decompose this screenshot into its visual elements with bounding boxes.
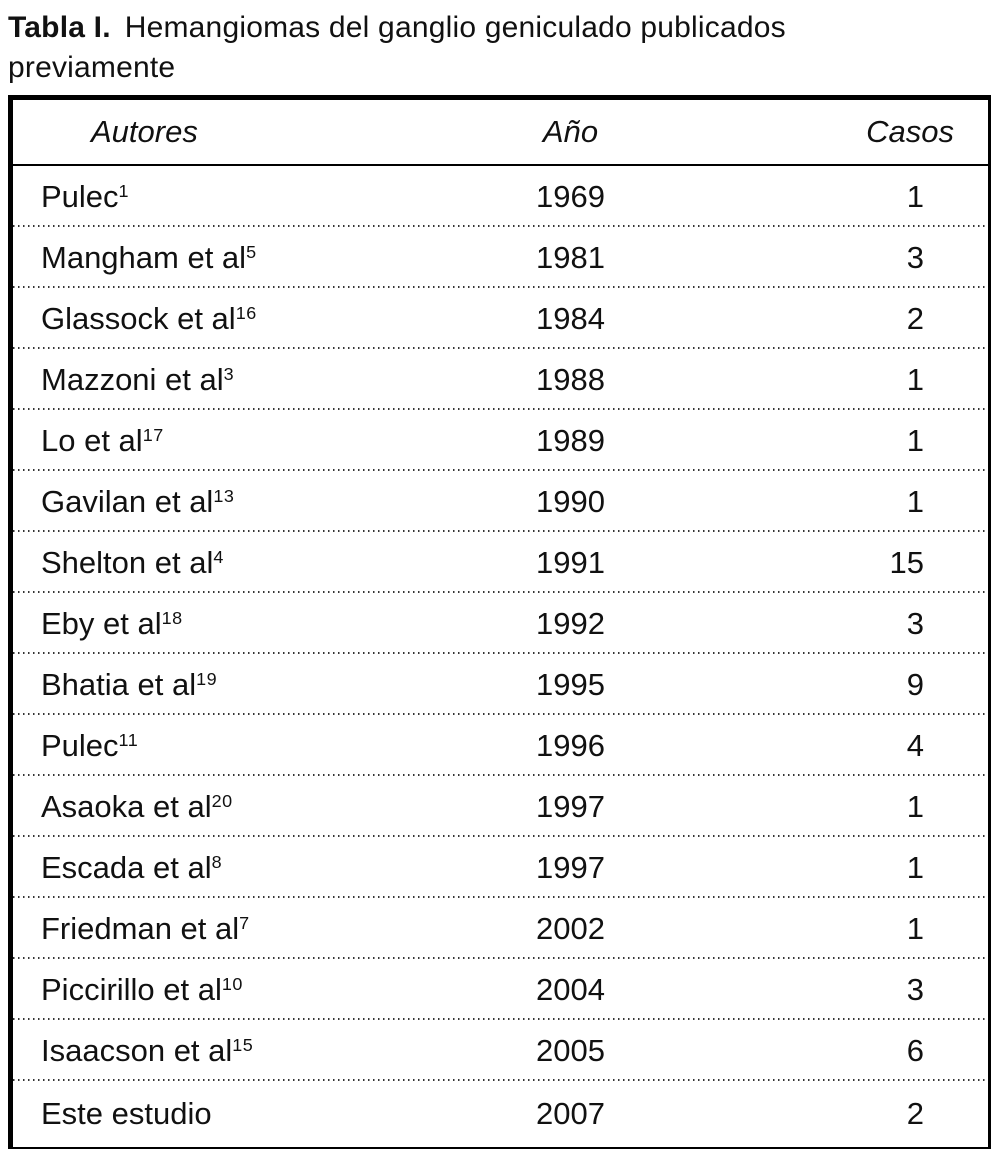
table-row xyxy=(13,1081,988,1147)
table-row xyxy=(13,1020,988,1081)
author-name: Asaoka et al xyxy=(41,788,212,824)
reference-superscript: 20 xyxy=(211,790,233,811)
cell-autores xyxy=(13,959,463,1020)
reference-superscript: 15 xyxy=(232,1034,254,1055)
table-caption-label: Tabla I. xyxy=(8,11,111,44)
cell-casos: 3 xyxy=(678,959,988,1020)
cell-casos: 2 xyxy=(906,1096,924,1131)
table-header xyxy=(13,100,988,165)
table-row xyxy=(13,837,988,898)
cell-casos: 3 xyxy=(678,593,988,654)
column-header-ano: Año xyxy=(463,100,678,165)
cell-autores xyxy=(13,165,463,227)
table-row xyxy=(13,715,988,776)
author-name: Mangham et al xyxy=(41,239,247,275)
table-body xyxy=(13,165,988,1147)
cell-casos: 1 xyxy=(678,349,988,410)
cell-ano: 1997 xyxy=(463,776,678,837)
cell-autores xyxy=(13,898,463,959)
cell-autores xyxy=(13,471,463,532)
cell-casos: 1 xyxy=(678,165,988,227)
column-header-casos: Casos xyxy=(678,100,988,165)
cell-casos: 15 xyxy=(678,532,988,593)
reference-superscript: 1 xyxy=(118,180,130,201)
cell-casos: 1 xyxy=(678,837,988,898)
table-row xyxy=(13,593,988,654)
cell-autores xyxy=(13,288,463,349)
reference-superscript: 7 xyxy=(239,912,250,933)
cell-casos: 3 xyxy=(678,227,988,288)
author-name: Mazzoni et al xyxy=(41,361,224,397)
reference-superscript: 4 xyxy=(213,546,224,567)
table-caption-text-line2: previamente xyxy=(8,51,176,84)
table-row xyxy=(13,532,988,593)
cell-autores xyxy=(13,715,463,776)
cell-ano: 2002 xyxy=(463,898,678,959)
table-row xyxy=(13,349,988,410)
cell-autores xyxy=(13,349,463,410)
cell-casos: 1 xyxy=(678,471,988,532)
reference-superscript: 3 xyxy=(223,363,235,384)
table-row xyxy=(13,776,988,837)
table-row xyxy=(13,410,988,471)
table-caption xyxy=(8,8,991,88)
cell-ano: 1996 xyxy=(463,715,678,776)
cell-ano: 1988 xyxy=(463,349,678,410)
author-name: Lo et al xyxy=(41,422,143,458)
reference-superscript: 19 xyxy=(196,668,218,689)
cell-casos: 1 xyxy=(678,898,988,959)
table-row xyxy=(13,288,988,349)
cell-ano: 2005 xyxy=(463,1020,678,1081)
table-header-row xyxy=(13,100,988,165)
cell-casos: 1 xyxy=(678,776,988,837)
table-row xyxy=(13,654,988,715)
table-row xyxy=(13,165,988,227)
cell-ano: 1969 xyxy=(463,165,678,227)
author-name: Escada et al xyxy=(41,849,212,885)
reference-superscript: 17 xyxy=(142,424,164,445)
table-row xyxy=(13,959,988,1020)
cell-ano: 1984 xyxy=(463,288,678,349)
reference-superscript: 11 xyxy=(118,729,139,750)
cell-autores xyxy=(13,410,463,471)
cell-ano: 1991 xyxy=(463,532,678,593)
author-name: Glassock et al xyxy=(41,300,236,336)
cell-casos: 9 xyxy=(678,654,988,715)
cell-autores xyxy=(13,837,463,898)
author-name: Pulec xyxy=(41,727,119,763)
author-name: Piccirillo et al xyxy=(41,971,222,1007)
reference-superscript: 13 xyxy=(213,485,235,506)
author-name: Este estudio xyxy=(41,1096,212,1131)
table-row xyxy=(13,898,988,959)
reference-superscript: 16 xyxy=(235,302,257,323)
table-row xyxy=(13,227,988,288)
reference-superscript: 18 xyxy=(161,607,183,628)
reference-superscript: 8 xyxy=(211,851,223,872)
author-name: Bhatia et al xyxy=(41,666,197,702)
cell-autores xyxy=(13,654,463,715)
cell-casos: 6 xyxy=(678,1020,988,1081)
author-name: Isaacson et al xyxy=(41,1032,233,1068)
author-name: Gavilan et al xyxy=(41,483,214,519)
table-caption-text: Hemangiomas del ganglio geniculado publicados xyxy=(124,11,786,44)
author-name: Friedman et al xyxy=(41,910,240,946)
cell-autores xyxy=(13,593,463,654)
cell-autores xyxy=(13,227,463,288)
cell-ano: 1990 xyxy=(463,471,678,532)
reference-superscript: 5 xyxy=(246,241,257,262)
cell-ano: 1997 xyxy=(463,837,678,898)
table-frame xyxy=(8,95,991,1149)
cell-ano: 1995 xyxy=(463,654,678,715)
author-name: Eby et al xyxy=(41,605,162,641)
cell-ano: 1992 xyxy=(463,593,678,654)
cell-autores xyxy=(13,776,463,837)
cell-casos: 2 xyxy=(678,288,988,349)
cell-casos: 4 xyxy=(678,715,988,776)
cell-ano: 2007 xyxy=(536,1096,605,1131)
author-name: Shelton et al xyxy=(41,544,214,580)
cell-autores xyxy=(13,1020,463,1081)
cell-autores xyxy=(13,1081,463,1147)
table-row xyxy=(13,471,988,532)
cell-casos: 1 xyxy=(678,410,988,471)
cell-ano: 2004 xyxy=(463,959,678,1020)
publications-table xyxy=(13,100,988,1147)
reference-superscript: 10 xyxy=(221,973,243,994)
cell-autores xyxy=(13,532,463,593)
column-header-autores: Autores xyxy=(13,100,463,165)
author-name: Pulec xyxy=(41,178,119,214)
cell-ano: 1981 xyxy=(463,227,678,288)
cell-ano: 1989 xyxy=(463,410,678,471)
